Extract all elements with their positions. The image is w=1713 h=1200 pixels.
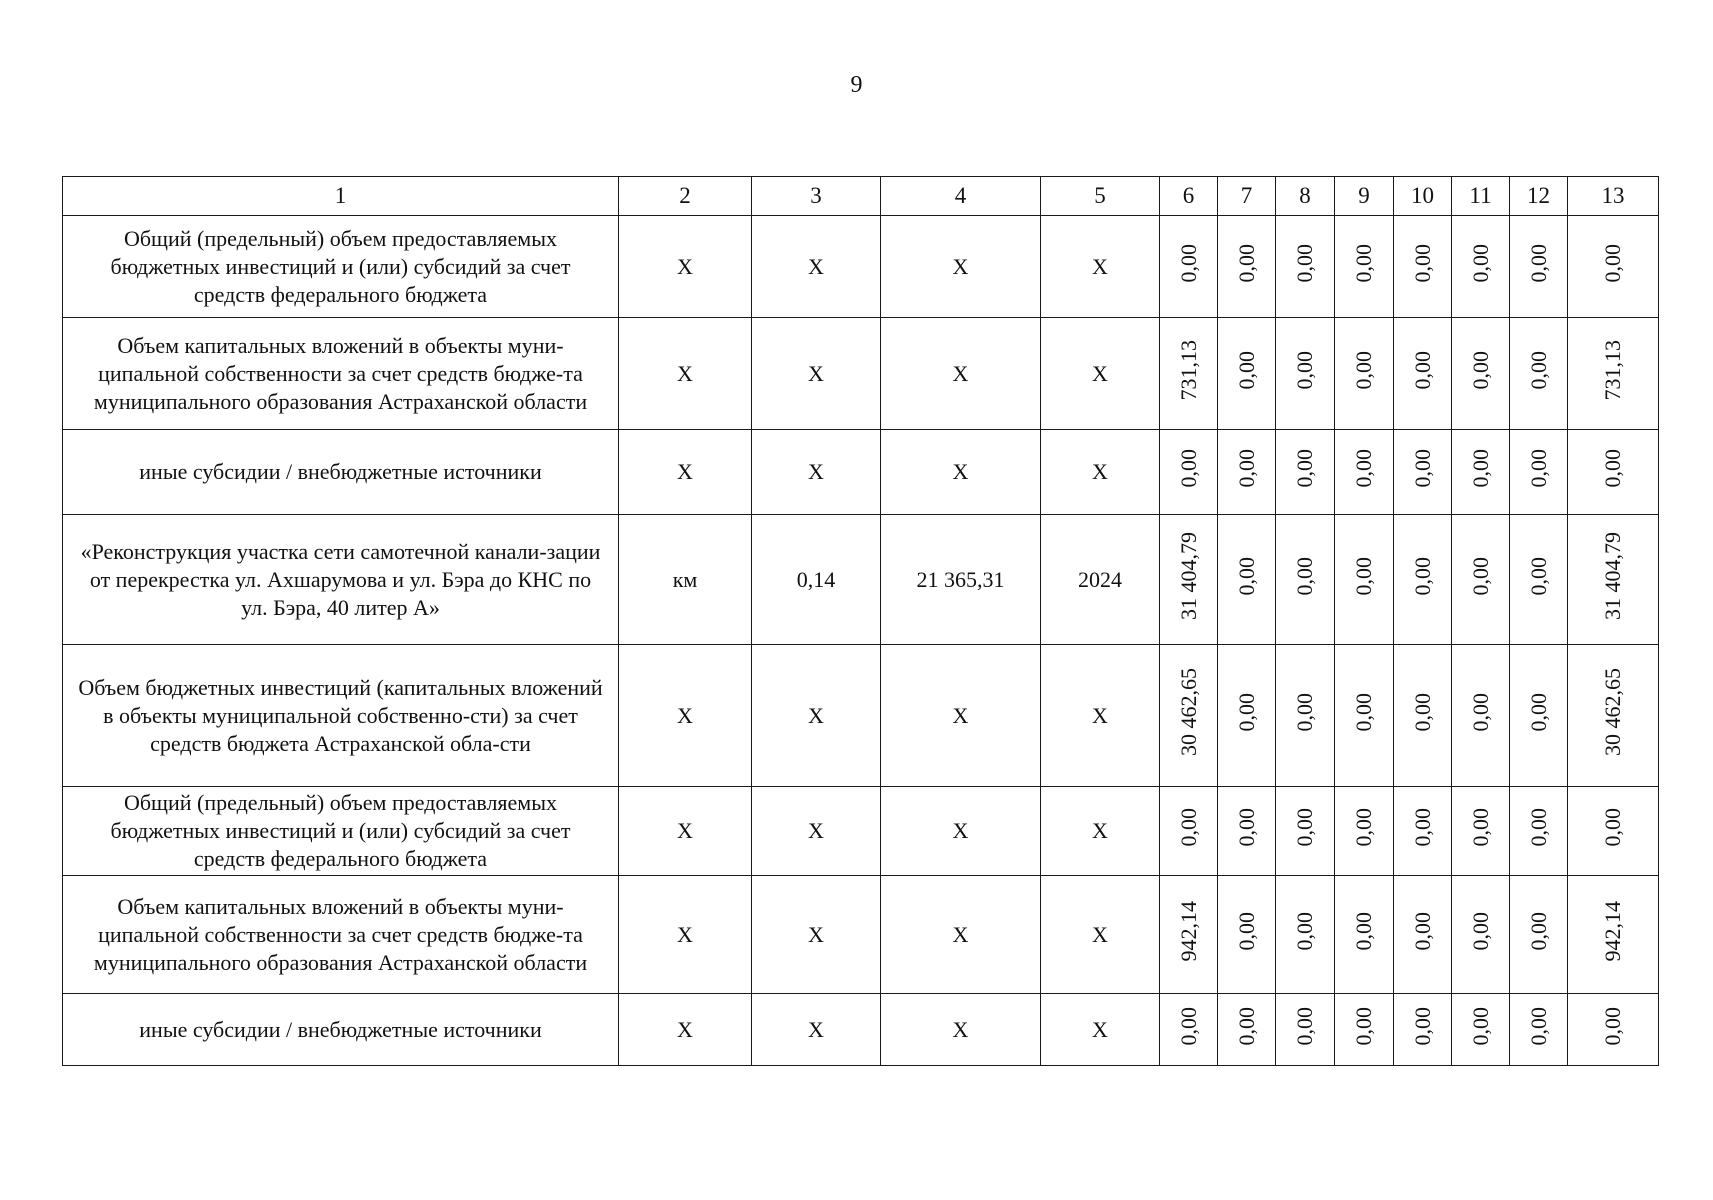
value-text: 0,00 (1351, 350, 1376, 390)
value-text: 0,00 (1233, 692, 1259, 732)
cost-cell: X (881, 645, 1041, 787)
value-text: 942,14 (1600, 900, 1625, 962)
table-row (63, 318, 1659, 430)
cost-cell: X (881, 430, 1041, 515)
value-text: 0,00 (1292, 1006, 1317, 1046)
cost-cell: X (881, 876, 1041, 994)
value-cell (1452, 876, 1510, 994)
value-text: 31 404,79 (1600, 532, 1625, 620)
value-text: 0,00 (1409, 692, 1435, 732)
value-cell (1510, 515, 1568, 645)
unit-cell: X (619, 318, 752, 430)
column-header: 6 (1160, 177, 1218, 216)
value-text: 0,00 (1525, 556, 1551, 596)
value-cell (1335, 318, 1394, 430)
value-text: 0,00 (1233, 808, 1259, 847)
value-cell (1276, 876, 1335, 994)
year-cell: 2024 (1041, 515, 1160, 645)
value-text: 0,00 (1351, 692, 1376, 732)
value-text: 0,00 (1409, 911, 1435, 951)
column-header: 8 (1276, 177, 1335, 216)
value-cell (1394, 645, 1452, 787)
value-cell (1510, 645, 1568, 787)
unit-cell: X (619, 994, 752, 1066)
year-cell: X (1041, 430, 1160, 515)
value-cell (1510, 318, 1568, 430)
value-cell (1452, 430, 1510, 515)
value-text: 0,00 (1467, 911, 1493, 951)
value-cell (1276, 645, 1335, 787)
value-cell (1452, 216, 1510, 318)
value-text: 0,00 (1467, 449, 1493, 488)
value-cell (1160, 645, 1218, 787)
value-cell (1568, 515, 1659, 645)
value-text: 0,00 (1292, 556, 1317, 596)
value-text: 0,00 (1233, 449, 1259, 488)
value-text: 0,00 (1600, 243, 1625, 283)
value-text: 0,00 (1351, 1006, 1376, 1046)
table-row (63, 994, 1659, 1066)
value-text: 0,00 (1525, 911, 1551, 951)
value-cell (1568, 318, 1659, 430)
cost-cell: X (881, 318, 1041, 430)
capacity-cell: X (752, 876, 881, 994)
value-cell (1335, 515, 1394, 645)
value-text: 0,00 (1409, 449, 1435, 488)
row-description: Объем капитальных вложений в объекты муни-ципальной собственности за счет средств бюдже-та муниципального образования Астраханской области (63, 876, 619, 994)
value-cell (1276, 994, 1335, 1066)
table-row (63, 876, 1659, 994)
table-row (63, 787, 1659, 876)
value-cell (1510, 430, 1568, 515)
unit-cell: X (619, 645, 752, 787)
row-description: иные субсидии / внебюджетные источники (63, 430, 619, 515)
capacity-cell: X (752, 787, 881, 876)
value-text: 0,00 (1351, 243, 1376, 283)
value-text: 0,00 (1233, 911, 1259, 951)
cost-cell: X (881, 994, 1041, 1066)
capacity-cell: X (752, 318, 881, 430)
value-text: 0,00 (1292, 243, 1317, 283)
year-cell: X (1041, 876, 1160, 994)
value-cell (1218, 430, 1276, 515)
value-cell (1335, 430, 1394, 515)
value-text: 0,00 (1351, 556, 1376, 596)
value-cell (1568, 645, 1659, 787)
value-text: 0,00 (1233, 243, 1259, 283)
value-cell (1335, 994, 1394, 1066)
value-text: 731,13 (1600, 339, 1625, 401)
year-cell: X (1041, 318, 1160, 430)
value-text: 0,00 (1292, 350, 1317, 390)
value-cell (1452, 787, 1510, 876)
column-header: 1 (63, 177, 619, 216)
value-cell (1452, 994, 1510, 1066)
value-cell (1394, 515, 1452, 645)
value-text: 0,00 (1600, 1006, 1625, 1046)
column-header: 11 (1452, 177, 1510, 216)
cost-cell: X (881, 216, 1041, 318)
value-cell (1510, 787, 1568, 876)
value-text: 0,00 (1409, 1006, 1435, 1046)
value-cell (1510, 216, 1568, 318)
value-text: 0,00 (1292, 808, 1317, 847)
value-cell (1568, 430, 1659, 515)
value-text: 0,00 (1467, 243, 1493, 283)
value-text: 942,14 (1175, 900, 1201, 962)
capacity-cell: X (752, 216, 881, 318)
value-cell (1218, 318, 1276, 430)
value-text: 0,00 (1467, 1006, 1493, 1046)
value-cell (1335, 876, 1394, 994)
table-row (63, 515, 1659, 645)
value-cell (1160, 876, 1218, 994)
value-text: 0,00 (1525, 1006, 1551, 1046)
value-cell (1218, 645, 1276, 787)
value-text: 0,00 (1292, 911, 1317, 951)
value-text: 31 404,79 (1175, 532, 1201, 620)
unit-cell: X (619, 876, 752, 994)
year-cell: X (1041, 787, 1160, 876)
value-cell (1218, 216, 1276, 318)
value-cell (1510, 994, 1568, 1066)
column-header: 3 (752, 177, 881, 216)
value-text: 0,00 (1600, 808, 1625, 847)
cost-cell: X (881, 787, 1041, 876)
unit-cell: км (619, 515, 752, 645)
value-text: 731,13 (1175, 339, 1201, 401)
value-cell (1452, 645, 1510, 787)
value-cell (1335, 216, 1394, 318)
value-cell (1160, 787, 1218, 876)
year-cell: X (1041, 216, 1160, 318)
column-header: 7 (1218, 177, 1276, 216)
value-cell (1394, 994, 1452, 1066)
column-header: 12 (1510, 177, 1568, 216)
value-text: 0,00 (1467, 350, 1493, 390)
value-text: 0,00 (1175, 808, 1201, 847)
row-description: Объем бюджетных инвестиций (капитальных вложений в объекты муниципальной собственно-сти) за счет средств бюджета Астраханской обла-сти (63, 645, 619, 787)
value-cell (1510, 876, 1568, 994)
value-cell (1394, 787, 1452, 876)
unit-cell: X (619, 216, 752, 318)
value-text: 0,00 (1175, 1006, 1201, 1046)
value-text: 0,00 (1525, 243, 1551, 283)
value-cell (1335, 645, 1394, 787)
value-text: 0,00 (1175, 449, 1201, 488)
table-row (63, 216, 1659, 318)
capacity-cell: 0,14 (752, 515, 881, 645)
capacity-cell: X (752, 645, 881, 787)
value-cell (1394, 318, 1452, 430)
capacity-cell: X (752, 430, 881, 515)
column-header: 4 (881, 177, 1041, 216)
value-text: 0,00 (1351, 449, 1376, 488)
value-text: 0,00 (1409, 243, 1435, 283)
value-cell (1276, 787, 1335, 876)
value-cell (1160, 515, 1218, 645)
value-cell (1276, 515, 1335, 645)
value-cell (1568, 876, 1659, 994)
row-description: Общий (предельный) объем предоставляемых бюджетных инвестиций и (или) субсидий за счет средств федерального бюджета (63, 787, 619, 876)
unit-cell: X (619, 787, 752, 876)
page-number: 9 (850, 72, 863, 98)
row-description: Общий (предельный) объем предоставляемых бюджетных инвестиций и (или) субсидий за счет средств федерального бюджета (63, 216, 619, 318)
capacity-cell: X (752, 994, 881, 1066)
value-text: 0,00 (1233, 350, 1259, 390)
cost-cell: 21 365,31 (881, 515, 1041, 645)
value-cell (1452, 515, 1510, 645)
table-row (63, 645, 1659, 787)
value-text: 0,00 (1467, 556, 1493, 596)
value-text: 0,00 (1409, 350, 1435, 390)
year-cell: X (1041, 994, 1160, 1066)
value-text: 30 462,65 (1600, 668, 1625, 756)
row-description: «Реконструкция участка сети самотечной канали-зации от перекрестка ул. Ахшарумова и ул. Бэра до КНС по ул. Бэра, 40 литер А» (63, 515, 619, 645)
value-cell (1394, 430, 1452, 515)
value-text: 0,00 (1525, 808, 1551, 847)
value-cell (1394, 876, 1452, 994)
value-text: 0,00 (1525, 692, 1551, 732)
value-cell (1218, 994, 1276, 1066)
year-cell: X (1041, 645, 1160, 787)
column-header: 9 (1335, 177, 1394, 216)
value-cell (1218, 515, 1276, 645)
column-header: 10 (1394, 177, 1452, 216)
value-text: 0,00 (1467, 808, 1493, 847)
value-text: 0,00 (1175, 243, 1201, 283)
value-text: 0,00 (1525, 449, 1551, 488)
value-cell (1160, 318, 1218, 430)
budget-table (62, 176, 1659, 1066)
value-text: 0,00 (1351, 808, 1376, 847)
value-text: 0,00 (1292, 449, 1317, 488)
value-text: 30 462,65 (1175, 668, 1201, 756)
value-text: 0,00 (1409, 556, 1435, 596)
value-text: 0,00 (1600, 449, 1625, 488)
value-cell (1568, 216, 1659, 318)
unit-cell: X (619, 430, 752, 515)
value-cell (1335, 787, 1394, 876)
value-cell (1276, 318, 1335, 430)
value-text: 0,00 (1467, 692, 1493, 732)
value-cell (1452, 318, 1510, 430)
row-description: Объем капитальных вложений в объекты муни-ципальной собственности за счет средств бюдже-та муниципального образования Астраханской области (63, 318, 619, 430)
value-text: 0,00 (1292, 692, 1317, 732)
column-header: 5 (1041, 177, 1160, 216)
value-cell (1568, 787, 1659, 876)
value-cell (1276, 430, 1335, 515)
value-cell (1218, 876, 1276, 994)
value-text: 0,00 (1351, 911, 1376, 951)
value-cell (1568, 994, 1659, 1066)
value-text: 0,00 (1233, 1006, 1259, 1046)
row-description: иные субсидии / внебюджетные источники (63, 994, 619, 1066)
value-text: 0,00 (1525, 350, 1551, 390)
value-cell (1276, 216, 1335, 318)
table-row (63, 430, 1659, 515)
value-cell (1160, 430, 1218, 515)
value-cell (1160, 994, 1218, 1066)
value-text: 0,00 (1409, 808, 1435, 847)
value-text: 0,00 (1233, 556, 1259, 596)
value-cell (1160, 216, 1218, 318)
column-header: 2 (619, 177, 752, 216)
column-header: 13 (1568, 177, 1659, 216)
table-header-row (63, 177, 1659, 216)
value-cell (1218, 787, 1276, 876)
value-cell (1394, 216, 1452, 318)
